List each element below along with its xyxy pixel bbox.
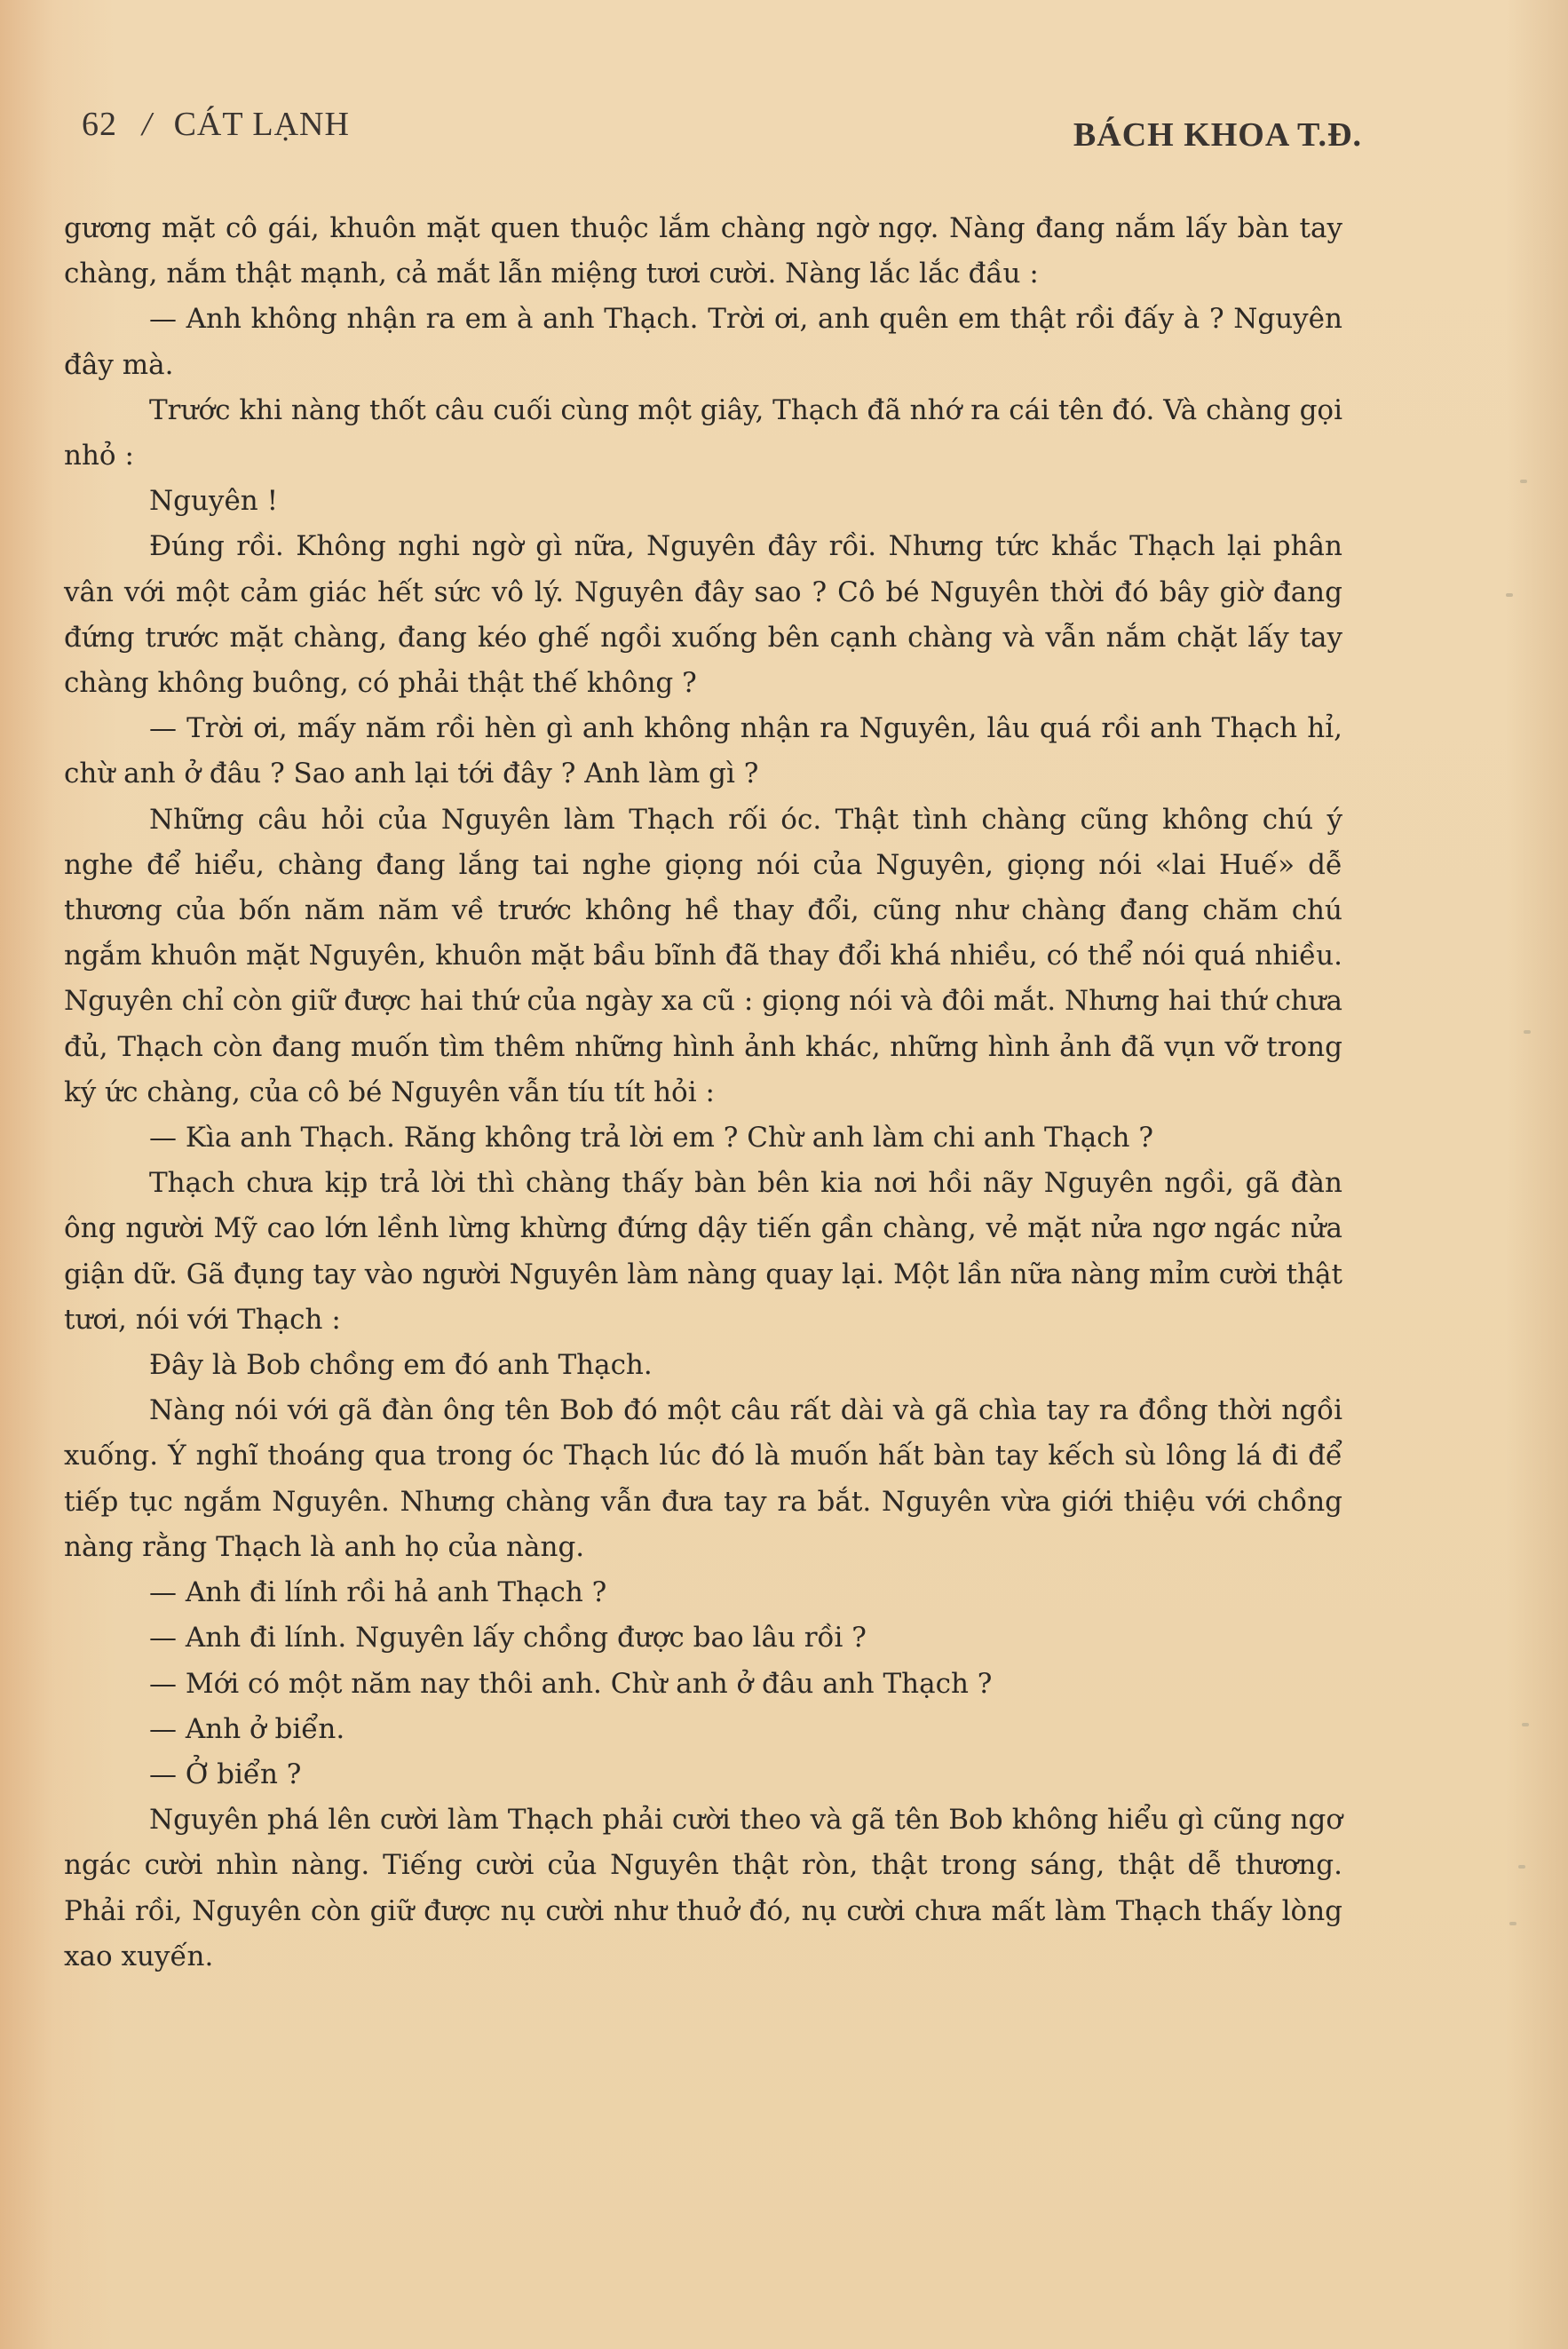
paragraph-15: — Anh ở biển.	[149, 1712, 345, 1745]
paragraph-17: Nguyên phá lên cười làm Thạch phải cười theo và gã tên Bob không hiểu gì cũng ngơ ngác cười nhìn nàng. Tiếng cười của Nguyên thật ròn, thật trong sáng, thật dễ thương. Phải rồi, Nguyên còn giữ được nụ cười như thuở đó, nụ cười chưa mất làm Thạch thấy lòng xao xuyến.	[64, 1804, 1342, 1972]
speck	[1520, 480, 1527, 483]
speck	[1522, 1723, 1529, 1726]
speck	[1518, 1865, 1525, 1869]
paragraph-6: — Trời ơi, mấy năm rồi hèn gì anh không nhận ra Nguyên, lâu quá rồi anh Thạch hỉ, chừ anh ở đâu ? Sao anh lại tới đây ? Anh làm gì ?	[64, 712, 1342, 790]
section-title: CÁT LẠNH	[173, 106, 350, 143]
paragraph-4: Nguyên !	[149, 485, 279, 518]
paragraph-1: gương mặt cô gái, khuôn mặt quen thuộc lắm chàng ngờ ngợ. Nàng đang nắm lấy bàn tay chàng, nắm thật mạnh, cả mắt lẫn miệng tươi cười. Nàng lắc lắc đầu :	[64, 212, 1342, 290]
paragraph-10: Đây là Bob chồng em đó anh Thạch.	[149, 1349, 653, 1382]
speck	[1509, 1922, 1517, 1925]
publication-title: BÁCH KHOA T.Đ.	[1073, 116, 1362, 154]
paragraph-7: Những câu hỏi của Nguyên làm Thạch rối óc. Thật tình chàng cũng không chú ý nghe để hiểu, chàng đang lắng tai nghe giọng nói của Nguyên, giọng nói «lai Huế» dễ thương của bốn năm năm về trước không hề thay đổi, cũng như chàng đang chăm chú ngắm khuôn mặt Nguyên, khuôn mặt bầu bĩnh đã thay đổi khá nhiều, có thể nói quá nhiều. Nguyên chỉ còn giữ được hai thứ của ngày xa cũ : giọng nói và đôi mắt. Nhưng hai thứ chưa đủ, Thạch còn đang muốn tìm thêm những hình ảnh khác, những hình ảnh đã vụn vỡ trong ký ức chàng, của cô bé Nguyên vẫn tíu tít hỏi :	[64, 803, 1342, 1108]
page-number: 62	[82, 106, 117, 143]
paragraph-12: — Anh đi lính rồi hả anh Thạch ?	[149, 1576, 607, 1609]
paragraph-11: Nàng nói với gã đàn ông tên Bob đó một câu rất dài và gã chìa tay ra đồng thời ngồi xuống. Ý nghĩ thoáng qua trong óc Thạch lúc đó là muốn hất bàn tay kếch sù lông lá đi để tiếp tục ngắm Nguyên. Nhưng chàng vẫn đưa tay ra bắt. Nguyên vừa giới thiệu với chồng nàng rằng Thạch là anh họ của nàng.	[64, 1394, 1342, 1563]
paragraph-3: Trước khi nàng thốt câu cuối cùng một giây, Thạch đã nhớ ra cái tên đó. Và chàng gọi nhỏ :	[64, 393, 1342, 472]
paragraph-16: — Ở biển ?	[149, 1758, 302, 1790]
paragraph-2: — Anh không nhận ra em à anh Thạch. Trời ơi, anh quên em thật rồi đấy à ? Nguyên đây mà.	[64, 303, 1342, 381]
paragraph-8: — Kìa anh Thạch. Răng không trả lời em ? Chừ anh làm chi anh Thạch ?	[149, 1122, 1153, 1155]
page-header	[82, 105, 1362, 158]
speck	[1506, 593, 1513, 597]
header-separator: /	[142, 106, 153, 143]
header-left	[82, 105, 350, 144]
speck	[1524, 1030, 1531, 1034]
paragraph-5: Đúng rồi. Không nghi ngờ gì nữa, Nguyên đây rồi. Nhưng tức khắc Thạch lại phân vân với một cảm giác hết sức vô lý. Nguyên đây sao ? Cô bé Nguyên thời đó bây giờ đang đứng trước mặt chàng, đang kéo ghế ngồi xuống bên cạnh chàng và vẫn nắm chặt lấy tay chàng không buông, có phải thật thế không ?	[64, 530, 1342, 700]
body-text	[64, 206, 1342, 1980]
paragraph-13: — Anh đi lính. Nguyên lấy chồng được bao lâu rồi ?	[149, 1622, 867, 1655]
paragraph-14: — Mới có một năm nay thôi anh. Chừ anh ở đâu anh Thạch ?	[149, 1667, 993, 1700]
paragraph-9: Thạch chưa kịp trả lời thì chàng thấy bàn bên kia nơi hồi nãy Nguyên ngồi, gã đàn ông người Mỹ cao lớn lềnh lừng khừng đứng dậy tiến gần chàng, vẻ mặt nửa ngơ ngác nửa giận dữ. Gã đụng tay vào người Nguyên làm nàng quay lại. Một lần nữa nàng mỉm cười thật tươi, nói với Thạch :	[64, 1167, 1342, 1336]
